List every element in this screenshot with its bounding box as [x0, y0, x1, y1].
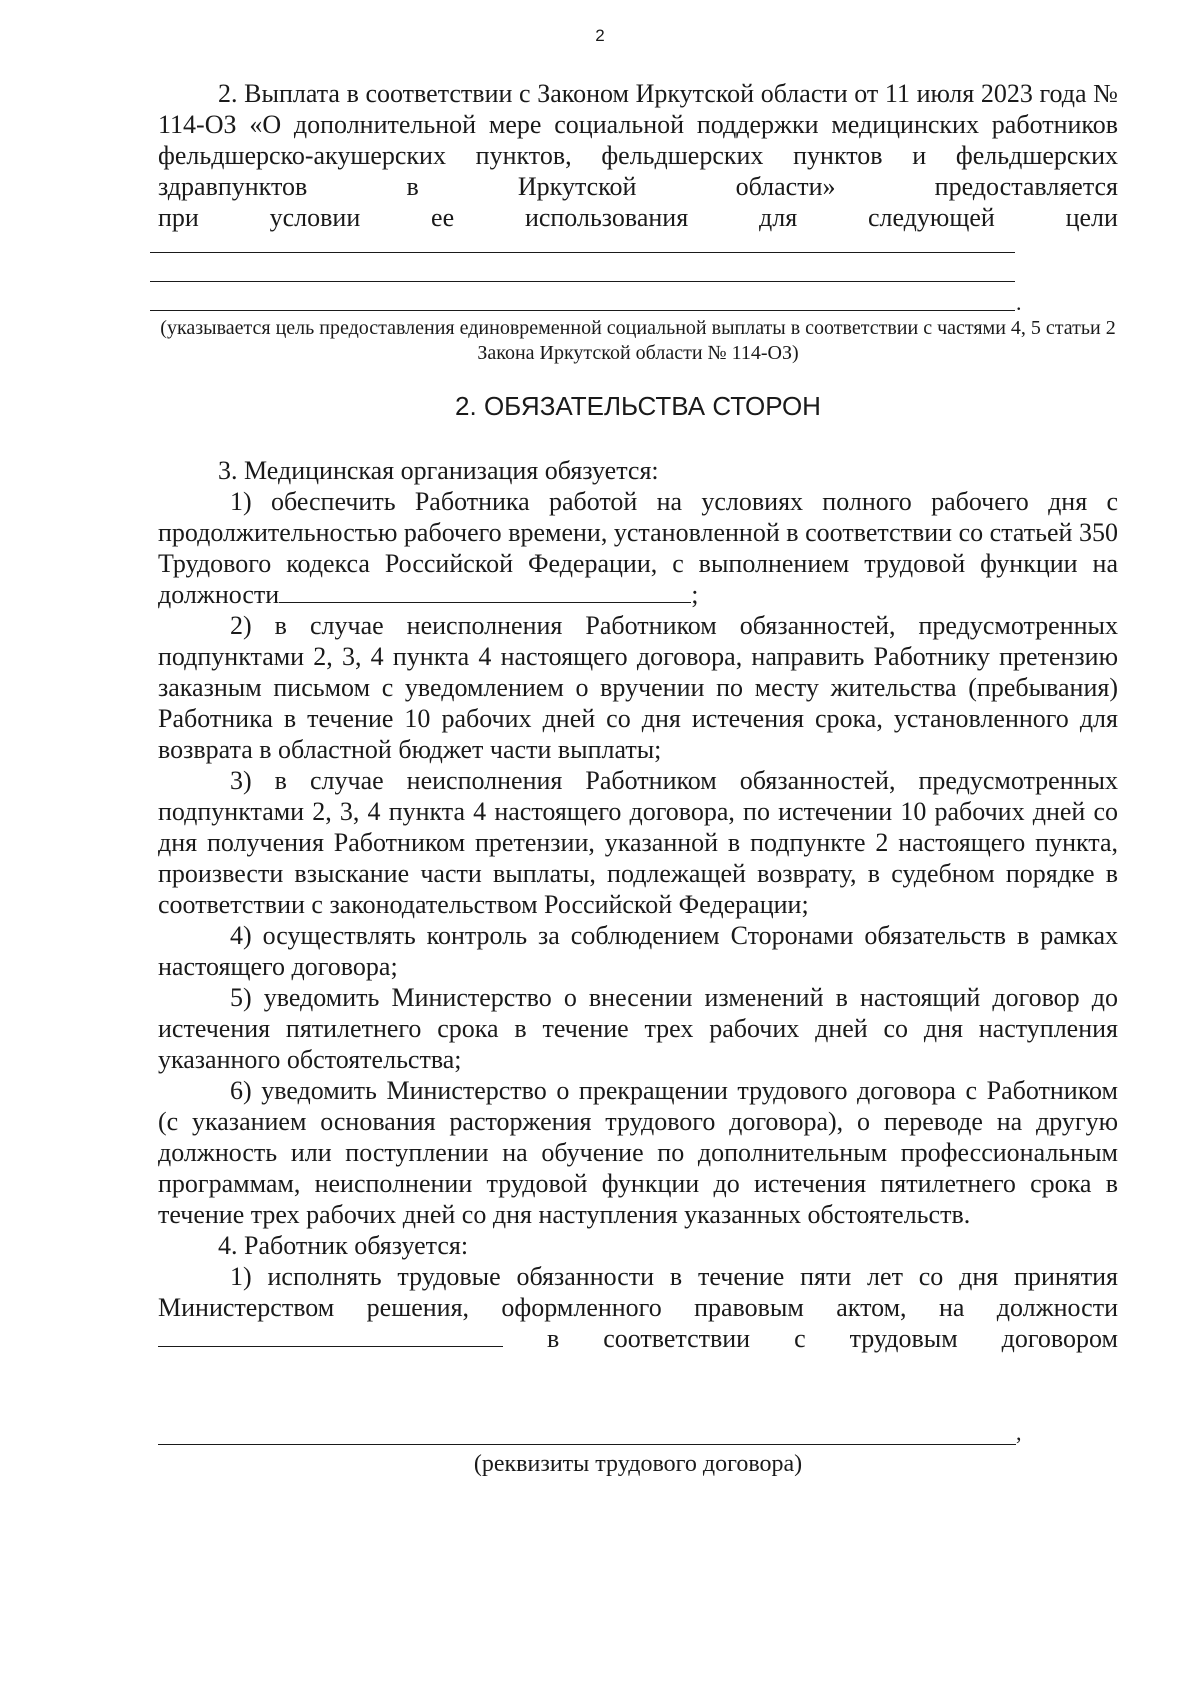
clause-3-title: 3. Медицинская организация обязуется:	[218, 456, 659, 485]
clause-3-item-4: 4) осуществлять контроль за соблюдением Сторонами обязательств в рамках настоящего договора;	[158, 921, 1118, 981]
word: цели	[1065, 203, 1118, 232]
word: в	[546, 1324, 560, 1353]
word: условии	[269, 203, 361, 232]
position-blank[interactable]	[279, 580, 691, 603]
line-end-comma: ,	[1016, 1420, 1022, 1445]
blank-line[interactable]	[158, 1418, 1016, 1445]
word: ее	[431, 203, 455, 232]
blank-line[interactable]	[150, 255, 1015, 282]
contract-requisites-caption: (реквизиты трудового договора)	[473, 1451, 803, 1477]
section-heading: 2. ОБЯЗАТЕЛЬСТВА СТОРОН	[455, 391, 821, 421]
clause-4-item-1: 1) исполнять трудовые обязанности в течение пяти лет со дня принятия Министерством решения, оформленного правовым актом, на должности	[158, 1262, 1118, 1322]
word: трудовым	[849, 1324, 958, 1353]
line-end-period: .	[1016, 290, 1022, 315]
word: при	[158, 203, 199, 232]
clause-3-item-5: 5) уведомить Министерство о внесении изменений в настоящий договор до истечения пятилетнего срока в течение трех рабочих дней со дня наступления указанного обстоятельства;	[158, 983, 1118, 1074]
word: с	[794, 1324, 806, 1353]
clause-3-item-3: 3) в случае неисполнения Работником обязанностей, предусмотренных подпунктами 2, 3, 4 пункта 4 настоящего договора, по истечении 10 рабочих дней со дня получения Работником претензии, указанной в подпункте 2 настоящего пункта, произвести взыскание части выплаты, подлежащей возврату, в судебном порядке в соответствии с законодательством Российской Федерации;	[158, 766, 1118, 919]
clause-4-item-1-tail	[158, 1323, 1118, 1354]
blank-line[interactable]	[150, 226, 1015, 253]
section-3	[158, 455, 1118, 1354]
word: следующей	[867, 203, 995, 232]
contract-requisites-line	[158, 1418, 1016, 1445]
word: соответствии	[603, 1324, 751, 1353]
paragraph-2	[158, 78, 1118, 233]
blank-line[interactable]	[150, 284, 1015, 311]
word: договором	[1001, 1324, 1118, 1353]
purpose-caption: (указывается цель предоставления единовременной социальной выплаты в соответствии с частями 4, 5 статьи 2 Закона Иркутской области № 114-ОЗ)	[160, 317, 1116, 364]
position-blank[interactable]	[158, 1324, 503, 1347]
word: использования	[524, 203, 689, 232]
paragraph-2-text: 2. Выплата в соответствии с Законом Иркутской области от 11 июля 2023 года № 114-ОЗ «О дополнительной мере социальной поддержки медицинских работников фельдшерско-акушерских пунктов, фельдшерских пунктов и фельдшерских здравпунктов в Иркутской области» предоставляется	[158, 79, 1118, 201]
clause-3-item-2: 2) в случае неисполнения Работником обязанностей, предусмотренных подпунктами 2, 3, 4 пункта 4 настоящего договора, направить Работнику претензию заказным письмом с уведомлением о вручении по месту жительства (пребывания) Работника в течение 10 рабочих дней со дня истечения срока, установленного для возврата в областной бюджет части выплаты;	[158, 611, 1118, 764]
clause-3-item-6: 6) уведомить Министерство о прекращении трудового договора с Работником (с указанием основания расторжения трудового договора), о переводе на другую должность или поступлении на обучение по дополнительным профессиональным программам, неисполнении трудовой функции до истечения пятилетнего срока в течение трех рабочих дней со дня наступления указанных обстоятельств.	[158, 1076, 1118, 1229]
page-number: 2	[595, 26, 605, 45]
word: для	[758, 203, 798, 232]
clause-3-item-1: 1) обеспечить Работника работой на условиях полного рабочего дня с продолжительностью рабочего времени, установленной в соответствии со статьей 350 Трудового кодекса Российской Федерации, с выполнением трудовой функции на должности ;	[158, 487, 1118, 609]
clause-4-title: 4. Работник обязуется:	[218, 1231, 469, 1260]
purpose-fill-lines	[150, 226, 1015, 311]
